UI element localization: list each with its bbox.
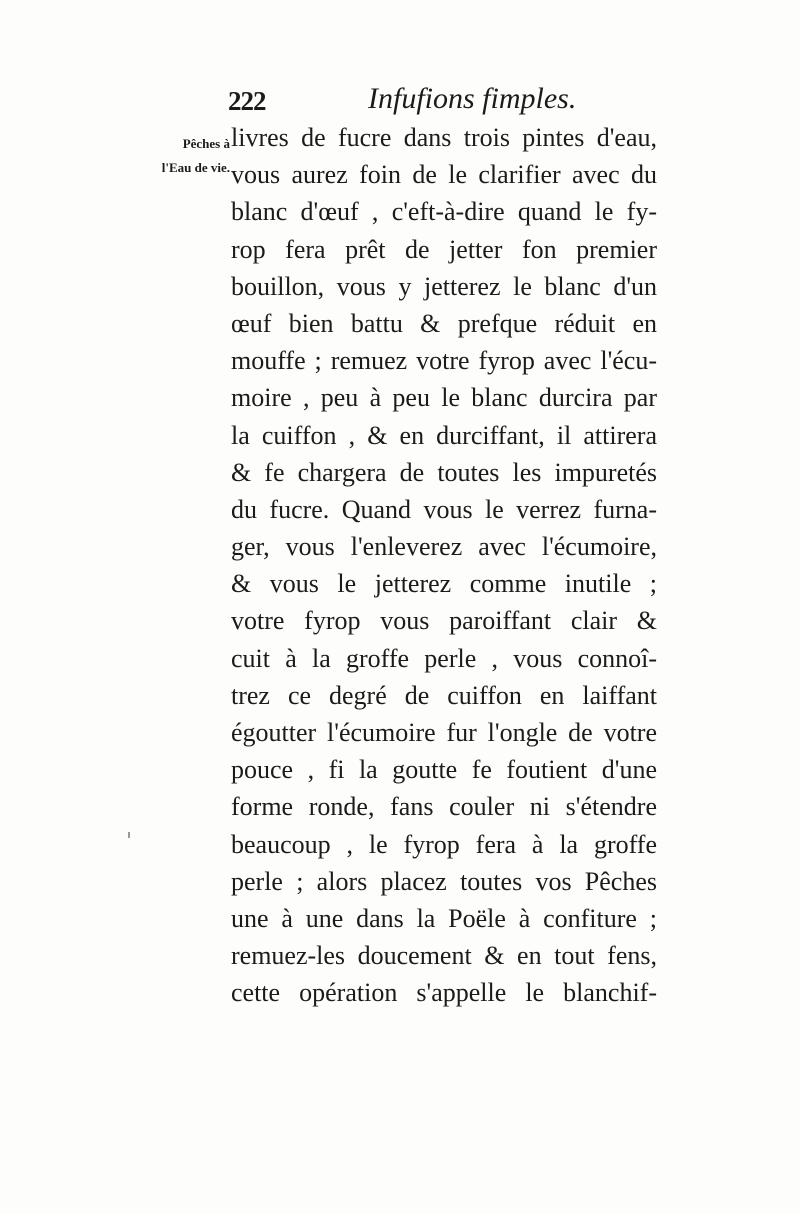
text-line: mouffe ; remuez votre fyrop avec l'écu- [231, 346, 657, 376]
text-line: remuez-les doucement & en tout fens, [231, 941, 657, 971]
text-line: & fe chargera de toutes les impuretés [231, 457, 657, 487]
text-line: beaucoup , le fyrop fera à la groffe [231, 829, 657, 859]
text-line: une à une dans la Poële à confiture ; [231, 903, 657, 933]
text-line: votre fyrop vous paroiffant clair & [231, 606, 657, 636]
text-line: forme ronde, fans couler ni s'étendre [231, 792, 657, 822]
text-line: pouce , fi la goutte fe foutient d'une [231, 755, 657, 785]
text-line: cuit à la groffe perle , vous connoî- [231, 643, 657, 673]
page-header [0, 82, 800, 122]
margin-note-line: Pêches à [182, 136, 230, 151]
running-title: Infufions fimples. [368, 82, 577, 115]
text-line: ger, vous l'enleverez avec l'écumoire, [231, 532, 657, 562]
text-line: rop fera prêt de jetter fon premier [231, 234, 657, 264]
text-line: bouillon, vous y jetterez le blanc d'un [231, 271, 657, 301]
text-line: du fucre. Quand vous le verrez furna- [231, 494, 657, 524]
margin-note-line: l'Eau de vie. [161, 160, 230, 175]
text-line: blanc d'œuf , c'eft-à-dire quand le fy- [231, 197, 657, 227]
text-line: moire , peu à peu le blanc durcira par [231, 383, 657, 413]
text-line: œuf bien battu & prefque réduit en [231, 308, 657, 338]
text-line: la cuiffon , & en durciffant, il attirera [231, 420, 657, 450]
text-line: trez ce degré de cuiffon en laiffant [231, 680, 657, 710]
ink-speck [128, 832, 130, 838]
text-line: livres de fucre dans trois pintes d'eau, [231, 123, 657, 152]
text-line: perle ; alors placez toutes vos Pêches [231, 866, 657, 896]
text-line: vous aurez foin de le clarifier avec du [231, 160, 657, 190]
text-line: égoutter l'écumoire fur l'ongle de votre [231, 718, 657, 747]
margin-note [120, 132, 230, 180]
body-text [231, 119, 657, 1012]
page-number: 222 [228, 86, 266, 116]
text-line: cette opération s'appelle le blanchif- [231, 978, 657, 1008]
text-line: & vous le jetterez comme inutile ; [231, 569, 657, 599]
